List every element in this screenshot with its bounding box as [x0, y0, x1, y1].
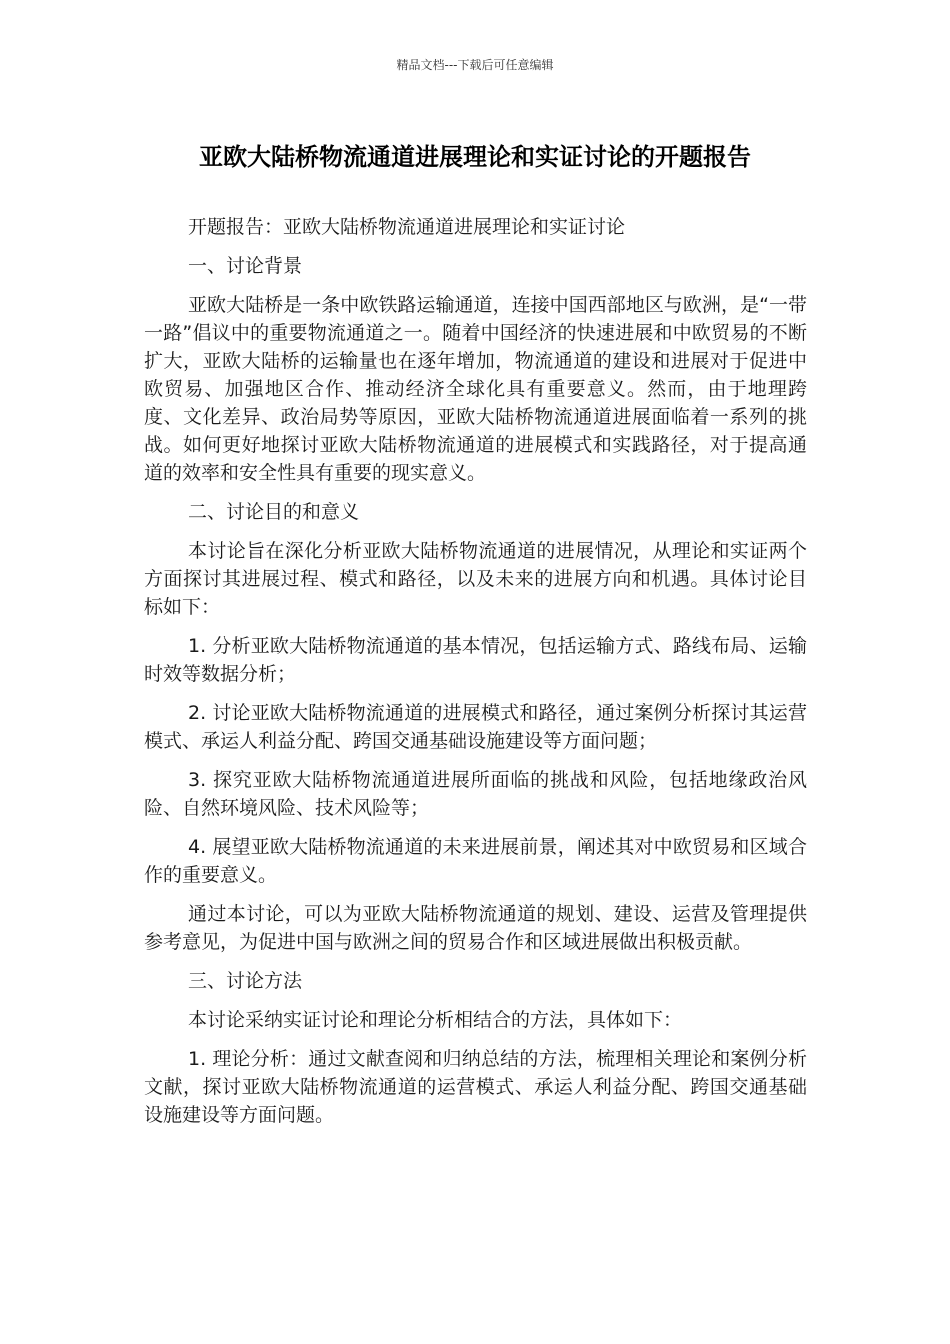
paragraph-report-subject: 开题报告：亚欧大陆桥物流通道进展理论和实证讨论: [188, 216, 626, 238]
paragraph-purpose: 本讨论旨在深化分析亚欧大陆桥物流通道的进展情况，从理论和实证两个方面探讨其进展过程、模式和路径，以及未来的进展方向和机遇。具体讨论目标如下：: [144, 540, 807, 618]
document-body: [144, 213, 807, 1140]
list-item-goal-2: 2. 讨论亚欧大陆桥物流通道的进展模式和路径，通过案例分析探讨其运营模式、承运人利益分配、跨国交通基础设施建设等方面问题；: [144, 702, 807, 752]
paragraph-background: 亚欧大陆桥是一条中欧铁路运输通道，连接中国西部地区与欧洲，是“一带一路”倡议中的重要物流通道之一。随着中国经济的快速进展和中欧贸易的不断扩大，亚欧大陆桥的运输量也在逐年增加，物流通道的建设和进展对于促进中欧贸易、加强地区合作、推动经济全球化具有重要意义。然而，由于地理跨度、文化差异、政治局势等原因，亚欧大陆桥物流通道进展面临着一系列的挑战。如何更好地探讨亚欧大陆桥物流通道的进展模式和实践路径，对于提高通道的效率和安全性具有重要的现实意义。: [144, 294, 807, 484]
section-heading-method: 三、讨论方法: [188, 970, 303, 992]
section-heading-background: 一、讨论背景: [188, 255, 303, 277]
list-item-goal-1: 1. 分析亚欧大陆桥物流通道的基本情况，包括运输方式、路线布局、运输时效等数据分析；: [144, 635, 807, 685]
section-heading-purpose: 二、讨论目的和意义: [188, 501, 360, 523]
document-title: 亚欧大陆桥物流通道进展理论和实证讨论的开题报告: [199, 143, 751, 171]
paragraph-significance: 通过本讨论，可以为亚欧大陆桥物流通道的规划、建设、运营及管理提供参考意见，为促进中国与欧洲之间的贸易合作和区域进展做出积极贡献。: [144, 903, 807, 953]
paragraph-method-intro: 本讨论采纳实证讨论和理论分析相结合的方法，具体如下：: [188, 1009, 683, 1031]
list-item-goal-4: 4. 展望亚欧大陆桥物流通道的未来进展前景，阐述其对中欧贸易和区域合作的重要意义。: [144, 836, 807, 886]
list-item-goal-3: 3. 探究亚欧大陆桥物流通道进展所面临的挑战和风险，包括地缘政治风险、自然环境风险、技术风险等；: [144, 769, 807, 819]
list-item-method-1: 1. 理论分析：通过文献查阅和归纳总结的方法，梳理相关理论和案例分析文献，探讨亚欧大陆桥物流通道的运营模式、承运人利益分配、跨国交通基础设施建设等方面问题。: [144, 1048, 807, 1126]
header-note: 精品文档---下载后可任意编辑: [396, 58, 554, 72]
